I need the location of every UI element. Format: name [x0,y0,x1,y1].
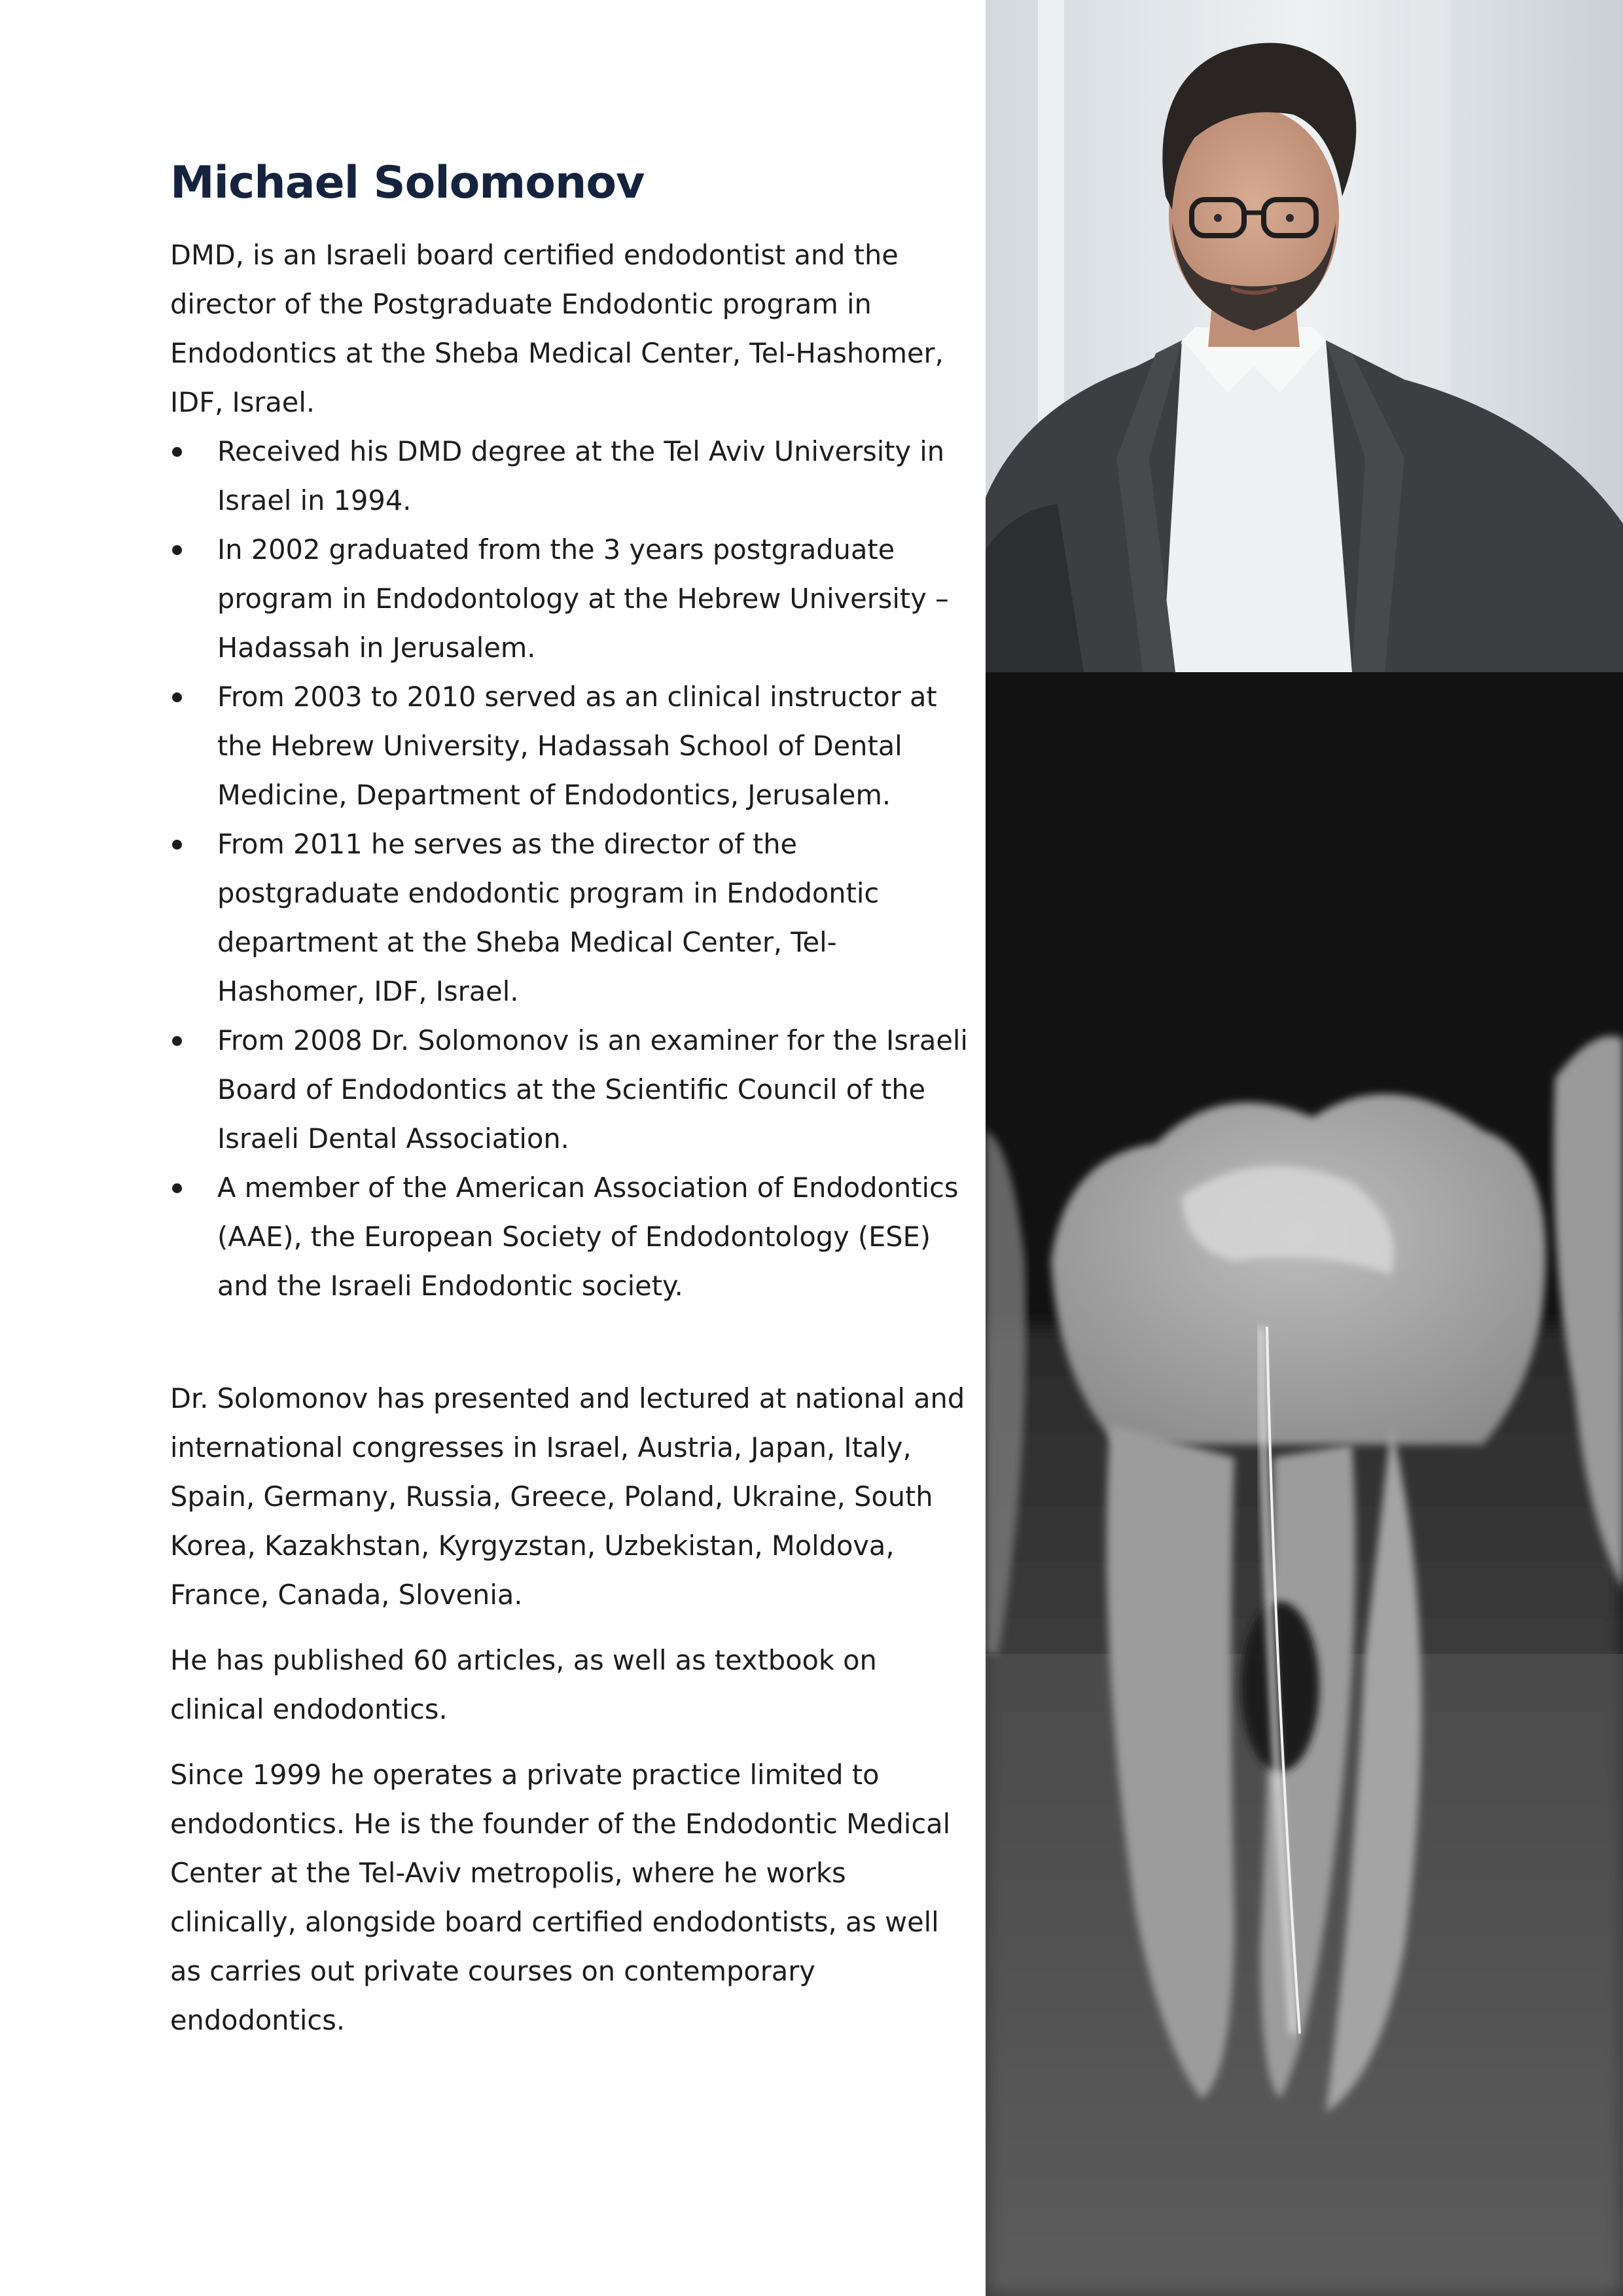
list-item: From 2011 he serves as the director of the postgraduate endodontic program in Endodontic department at the Sheba Medical Center, Tel-Hashomer, IDF, Israel. [170,819,972,1016]
image-column [986,0,1623,2296]
publications-paragraph: He has published 60 articles, as well as textbook on clinical endodontics. [170,1644,877,1725]
practice-paragraph: Since 1999 he operates a private practice limited to endodontics. He is the founder of the Endodontic Medical Center at the Tel-Aviv metropolis, where he works clinically, alongside board certified endodontists, as well as carries out private courses on contemporary endodontics. [170,1759,951,2036]
intro-paragraph: DMD, is an Israeli board certified endodontist and the director of the Postgraduate Endodontic program in Endodontics at the Sheba Medical Center, Tel-Hashomer, IDF, Israel. [170,239,944,418]
list-item: Received his DMD degree at the Tel Aviv University in Israel in 1994. [170,427,972,525]
biography-column [170,151,972,2045]
person-name: Michael Solomonov [170,157,645,209]
dental-xray-image [986,672,1623,2296]
list-item: In 2002 graduated from the 3 years postgraduate program in Endodontology at the Hebrew University – Hadassah in Jerusalem. [170,525,972,672]
lectures-paragraph: Dr. Solomonov has presented and lectured at national and international congresses in Israel, Austria, Japan, Italy, Spain, Germany, Russia, Greece, Poland, Ukraine, South Korea, Kazakhstan, Kyrgyzstan, Uzbekistan, Moldova, France, Canada, Slovenia. [170,1382,965,1611]
list-item: From 2003 to 2010 served as an clinical instructor at the Hebrew University, Hadassah School of Dental Medicine, Department of Endodontics, Jerusalem. [170,672,972,819]
portrait-photo [986,0,1623,672]
list-item: From 2008 Dr. Solomonov is an examiner for the Israeli Board of Endodontics at the Scientific Council of the Israeli Dental Association. [170,1016,972,1163]
list-item: A member of the American Association of Endodontics (AAE), the European Society of Endodontology (ESE) and the Israeli Endodontic society. [170,1163,972,1310]
career-list [170,427,972,1310]
